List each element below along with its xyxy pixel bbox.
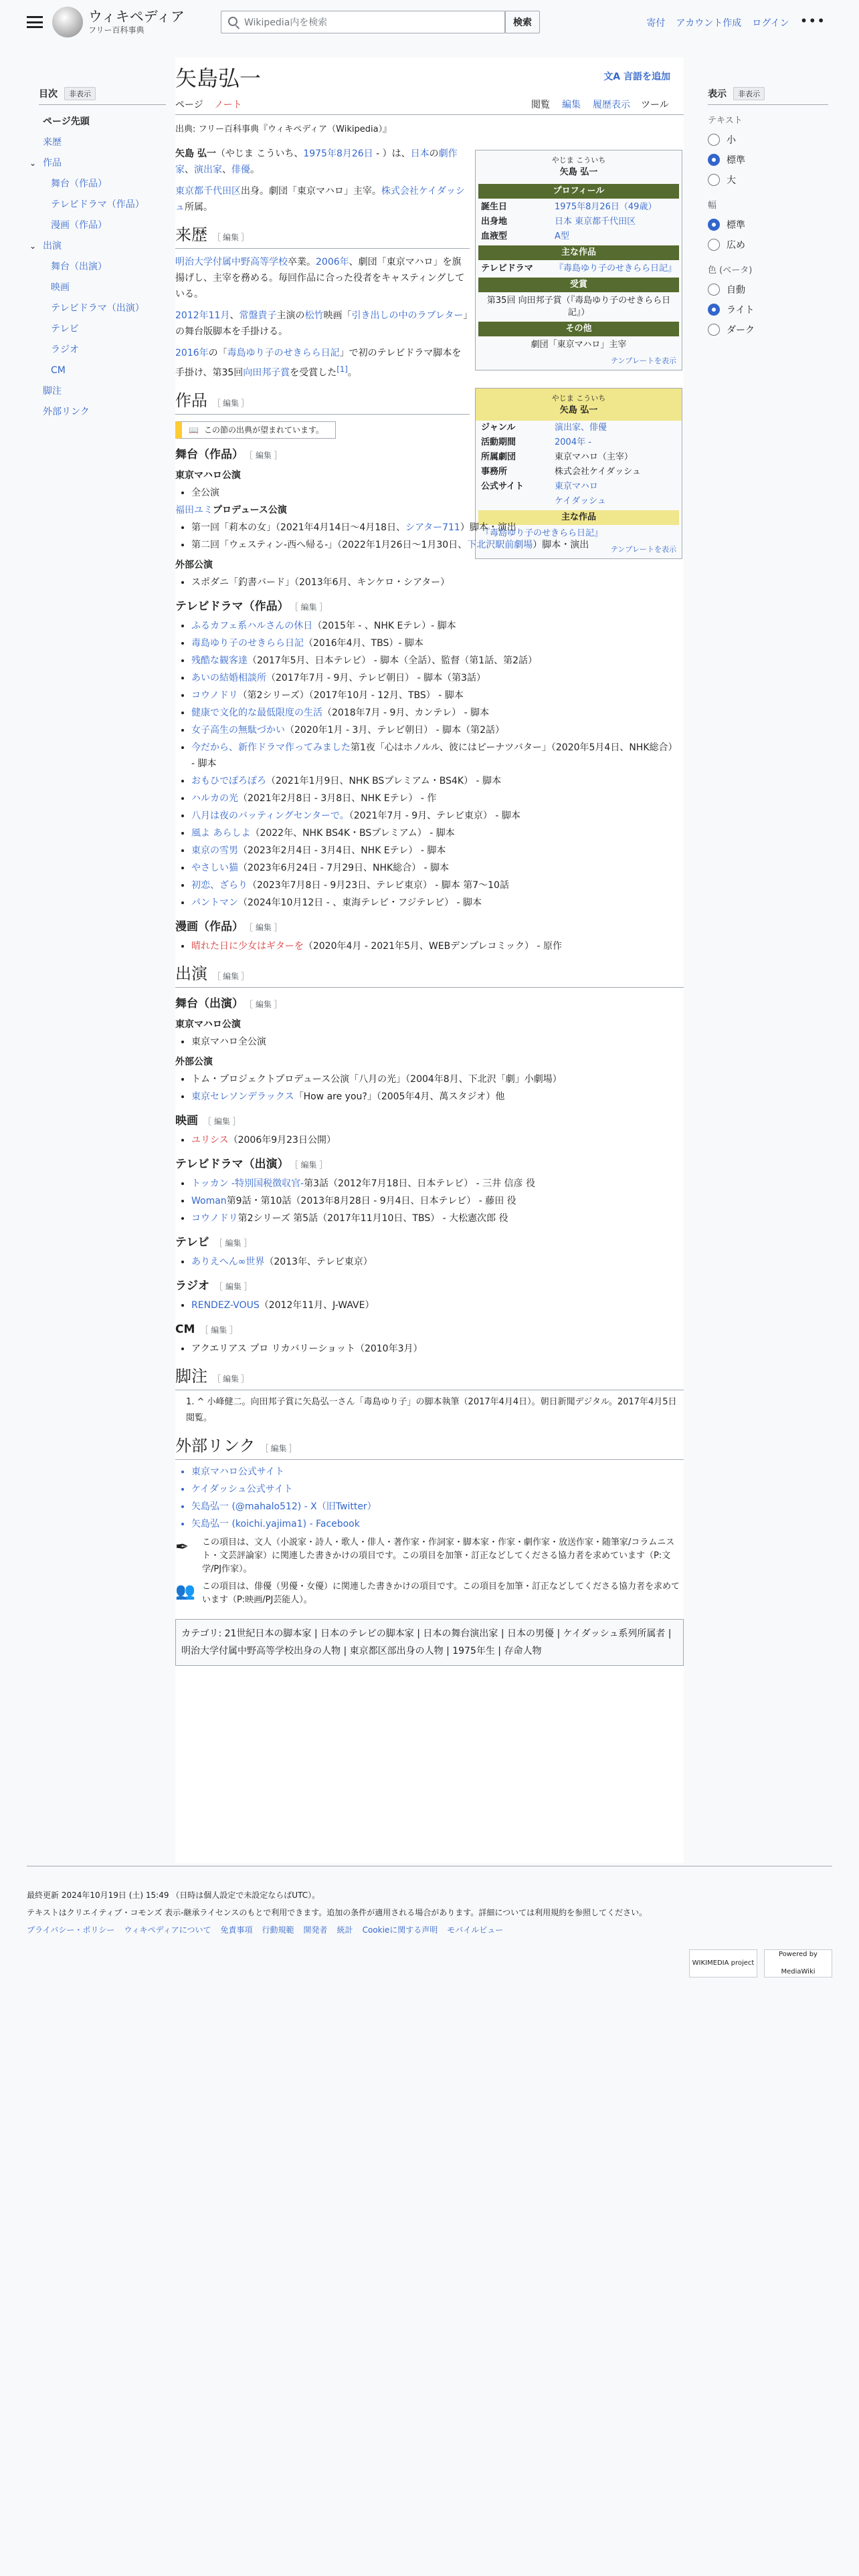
- site-sub: 出典: フリー百科事典『ウィキペディア（Wikipedia）』: [175, 124, 392, 134]
- radio-text-standard[interactable]: 標準: [708, 150, 828, 170]
- list-item: • 今だから、新作ドラマ作ってみました第1夜「心はホノルル、彼にはピーナツバター」（2020年5月4日、NHK総合） - 脚本: [191, 740, 684, 772]
- book-icon: 📖: [189, 425, 199, 435]
- list-item: • ふるカフェ系ハルさんの休日（2015年 - 、NHK Eテレ）- 脚本: [191, 618, 684, 634]
- stub-notice: 👥 この項目は、俳優（男優・女優）に関連した書きかけの項目です。この項目を加筆・訂正などしてくださる協力者を求めています（P:映画/PJ芸能人）。: [175, 1581, 680, 1605]
- user-tools: [646, 13, 826, 29]
- page-title: 矢島弘一: [175, 66, 262, 90]
- section-heading: 来歴 ［ 編集 ］: [175, 227, 470, 249]
- radio-width-standard[interactable]: 標準: [708, 215, 828, 235]
- list-item: • やさしい猫（2023年6月24日 - 7月29日、NHK総合） - 脚本: [191, 860, 684, 876]
- wordmark[interactable]: [88, 9, 185, 35]
- footer-link[interactable]: 免責事項: [220, 1925, 253, 1935]
- wikimedia-badge[interactable]: WIKIMEDIA project: [689, 1949, 757, 1977]
- search-input[interactable]: Wikipedia内を検索: [221, 11, 505, 33]
- reference-item: 1. ^ 小峰健二。向田邦子賞に矢島弘一さん「毒島ゆり子」の脚本執筆（2017年4月4日）。朝日新聞デジタル。2017年4月5日閲覧。: [186, 1396, 677, 1423]
- toc-hide-button[interactable]: 非表示: [64, 87, 96, 100]
- search-button[interactable]: 検索: [505, 11, 540, 33]
- radio-color-dark[interactable]: ダーク: [708, 320, 828, 340]
- tab-history[interactable]: 履歴表示: [593, 100, 630, 110]
- language-icon: 文A: [603, 72, 624, 82]
- category-links[interactable]: カテゴリ: 21世紀日本の脚本家 | 日本のテレビの脚本家 | 日本の舞台演出家 | 日本の男優 | ケイダッシュ系列所属者 | 明治大学付属中野高等学校出身の人物 | 東京都区部出身の人物 | 1975年生 | 存命人物: [175, 1619, 684, 1666]
- external-link[interactable]: • 矢島弘一 (koichi.yajima1) - Facebook: [191, 1516, 684, 1532]
- toc-item[interactable]: ⌄ 作品: [39, 153, 166, 174]
- list-item: • ハルカの光（2021年2月8日 - 3月8日、NHK Eテレ） - 作: [191, 790, 684, 807]
- search-icon: [228, 17, 237, 26]
- radio-color-light[interactable]: ライト: [708, 300, 828, 320]
- toc-item[interactable]: CM: [51, 365, 66, 376]
- toc-item[interactable]: 舞台（出演）: [51, 261, 107, 272]
- page-tabs: [175, 92, 684, 115]
- radio-color-auto[interactable]: 自動: [708, 280, 828, 300]
- toc-item[interactable]: 漫画（作品）: [51, 220, 107, 231]
- radio-text-large[interactable]: 大: [708, 170, 828, 190]
- list-item: • 残酷な観客達（2017年5月、日本テレビ） - 脚本（全話）、監督（第1話、第2話）: [191, 653, 684, 669]
- toc-item[interactable]: テレビ: [51, 324, 79, 334]
- login-link[interactable]: ログイン: [752, 18, 789, 29]
- template-link[interactable]: テンプレートを表示: [610, 545, 676, 554]
- brand-sub: フリー百科事典: [88, 25, 145, 35]
- footer-link[interactable]: 統計: [337, 1925, 353, 1935]
- footer-link[interactable]: モバイルビュー: [447, 1925, 504, 1935]
- brand: ウィキペディア: [88, 8, 185, 25]
- tab-tools[interactable]: ツール: [641, 100, 669, 110]
- list-item: • 女子高生の無駄づかい（2020年1月 - 3月、テレビ朝日） - 脚本（第2話）: [191, 722, 684, 738]
- footer-link[interactable]: ウィキペディアについて: [124, 1925, 211, 1935]
- toc-item[interactable]: ページ先頭: [43, 116, 90, 127]
- tab-edit[interactable]: 編集: [562, 100, 581, 110]
- section-heading: 脚注 ［ 編集 ］: [175, 1369, 684, 1390]
- external-link[interactable]: • 矢島弘一 (@mahalo512) - X（旧Twitter）: [191, 1499, 684, 1515]
- external-link[interactable]: • ケイダッシュ公式サイト: [191, 1481, 684, 1497]
- radio-width-wide[interactable]: 広め: [708, 235, 828, 255]
- section-heading: 作品 ［ 編集 ］: [175, 393, 470, 415]
- site-header: [0, 0, 859, 44]
- toc-item[interactable]: 脚注: [43, 386, 62, 397]
- list-item: • 健康で文化的な最低限度の生活（2018年7月 - 9月、カンテレ） - 脚本: [191, 705, 684, 721]
- create-account-link[interactable]: アカウント作成: [676, 18, 742, 29]
- tab-read[interactable]: 閲覧: [531, 100, 550, 110]
- table-of-contents: [29, 87, 166, 423]
- list-item: • 初恋、ざらり（2023年7月8日 - 9月23日、テレビ東京） - 脚本 第7〜10話: [191, 877, 684, 893]
- footer-link[interactable]: 開発者: [303, 1925, 328, 1935]
- wikipedia-logo-icon[interactable]: [52, 7, 83, 37]
- section-heading: 外部リンク ［ 編集 ］: [175, 1438, 684, 1460]
- list-item: • 風よ あらしよ（2022年、NHK BS4K・BSプレミアム） - 脚本: [191, 825, 684, 841]
- chevron-down-icon[interactable]: ⌄: [29, 241, 37, 251]
- toc-item[interactable]: テレビドラマ（出演）: [51, 303, 145, 314]
- list-item: • パントマン（2024年10月12日 - 、東海テレビ・フジテレビ） - 脚本: [191, 895, 684, 911]
- radio-text-small[interactable]: 小: [708, 130, 828, 150]
- footer-link[interactable]: 行動規範: [262, 1925, 294, 1935]
- infobox-artist: やじま こういち 矢島 弘一 ジャンル 演出家、俳優 活動期間 2004年 - 所属劇団 東京マハロ（主宰） 事務所 株式会社ケイダッシュ 公式サイト 東京マハロ ケイダッシュ 主な作品 『毒島ゆり子のせきらら日記』 テンプレートを表示: [475, 388, 682, 559]
- article: [175, 58, 684, 1863]
- article-body: 矢島 弘一（やじま こういち、1975年8月26日 - ）は、日本の劇作家、演出家、俳優。 東京都千代田区出身。劇団「東京マハロ」主宰。株式会社ケイダッシュ所属。 来歴 ［ 編集 ］ 明治大学付属中野高等学校卒業。2006年、劇団「東京マハロ」を旗揚げし、主宰を務める。毎回作品に合った役者をキャスティングしている。 2012年11月、常盤貴子主演の松竹映画「引き出しの中のラブレター」の舞台版脚本を手掛ける。 2016年の「毒島ゆり子のせきらら日記」で初のテレビドラマ脚本を手掛け、第35回向田邦子賞を受賞した[1]。 作品 ［ 編集 ］ 📖 この節の出典が望まれています。 舞台（作品） ［ 編集 ］ 東京マハロ公演 • 全公演 福田ユミプロデュース公演 • 第一回「莉本の女」（2021年4月14日〜4月18日、シアター711）脚本・演出 • 第二回「ウェスティン-西へ帰る-」（2022年1月26日〜1月30日、下北沢駅前劇場）脚本・演出 外部公演 • スポダニ「釣書バード」（2013年6月、キンケロ・シアター） テレビドラマ（作品） ［ 編集 ］ • ふるカフェ系ハルさんの休日（2015年 - 、NHK Eテレ）- 脚本 • 毒島ゆり子のせきらら日記（2016年4月、TBS）- 脚本 • 残酷な観客達（2017年5月、日本テレビ） - 脚本（全話）、監督（第1話、第2話） • あいの結婚相談所（2017年7月 - 9月、テレビ朝日） - 脚本（第3話） • コウノドリ（第2シリーズ）（2017年10月 - 12月、TBS） - 脚本 • 健康で文化的な最低限度の生活（2018年7月 - 9月、カンテレ） - 脚本 • 女子高生の無駄づかい（2020年1月 - 3月、テレビ朝日） - 脚本（第2話） • 今だから、新作ドラマ作ってみました第1夜「心はホノルル、彼にはピーナツバター」（2020年5月4日、NHK総合） - 脚本 • おもひでぽろぽろ（2021年1月9日、NHK BSプレミアム・BS4K） - 脚本 • ハルカの光（2021年2月8日 - 3月8日、NHK Eテレ） - 作 • 八月は夜のバッティングセンターで。（2021年7月 - 9月、テレビ東京） - 脚本 • 風よ あらしよ（2022年、NHK BS4K・BSプレミアム） - 脚本 • 東京の雪男（2023年2月4日 - 3月4日、NHK Eテレ） - 脚本 • やさしい猫（2023年6月24日 - 7月29日、NHK総合） - 脚本 • 初恋、ざらり（2023年7月8日 - 9月23日、テレビ東京） - 脚本 第7〜10話 • パントマン（2024年10月12日 - 、東海テレビ・フジテレビ） - 脚本 漫画（作品） ［ 編集 ］ • 晴れた日に少女はギターを（2020年4月 - 2021年5月、WEBデンプレコミック） - 原作 出演 ［ 編集 ］ 舞台（出演） ［ 編集 ］ 東京マハロ公演 • 東京マハロ全公演 外部公演 • トム・プロジェクトプロデュース公演「八月の光」（2004年8月、下北沢「劇」小劇場） • 東京セレソンデラックス「How are you?」（2005年4月、萬スタジオ）他 映画 ［ 編集 ］ • ユリシス（2006年9月23日公開） テレビドラマ（出演） ［ 編集 ］ • トッカン -特別国税徴収官-第3話（2012年7月18日、日本テレビ） - 三井 信彦 役 • Woman第9話・第10話（2013年8月28日 - 9月4日、日本テレビ） - 藤田 役 • コウノドリ第2シリーズ 第5話（2017年11月10日、TBS） - 大松憲次郎 役 テレビ ［ 編集 ］ • ありえへん∞世界（2013年、テレビ東京） ラジオ ［ 編集 ］ • RENDEZ-VOUS（2012年11月、J-WAVE） CM ［ 編集 ］ • アクエリアス プロ リカバリーショット（2010年3月） 脚注 ［ 編集 ］ 1. ^ 小峰健二。向田邦子賞に矢島弘一さん「毒島ゆり子」の脚本執筆（2017年4月4日）。朝日新聞デジタル。2017年4月5日閲覧。 外部リンク ［ 編集 ］ • 東京マハロ公式サイト • ケイダッシュ公式サイト • 矢島弘一 (@mahalo512) - X（旧Twitter） • 矢島弘一 (koichi.yajima1) - Facebook ✒ この項目は、文人（小説家・詩人・歌人・俳人・著作家・作詞家・脚本家・作家・劇作家・放送作家・随筆家/コラムニスト・文芸評論家）に関連した書きかけの項目です。この項目を加筆・訂正などしてくださる協力者を求めています（P:文学/PJ作家）。 👥 この項目は、俳優（男優・女優）に関連した書きかけの項目です。この項目を加筆・訂正などしてくださる協力者を求めています（P:映画/PJ芸能人）。 カテゴリ: 21世紀日本の脚本家 | 日本のテレビの脚本家 | 日本の舞台演出家 | 日本の男優 | ケイダッシュ系列所属者 | 明治大学付属中野高等学校出身の人物 | 東京都区部出身の人物 | 1975年生 | 存命人物: [175, 140, 684, 1666]
- toc-item[interactable]: ⌄ 出演: [39, 236, 166, 257]
- infobox-profile: やじま こういち 矢島 弘一 プロフィール 誕生日 1975年8月26日（49歳） 出身地 日本 東京都千代田区 血液型 A型 主な作品 テレビドラマ 『毒島ゆり子のせきらら日記』 受賞 第35回 向田邦子賞（『毒島ゆり子のせきらら日記』） その他 劇団「東京マハロ」主宰 テンプレートを表示: [475, 150, 682, 370]
- toc-item[interactable]: 来歴: [43, 137, 62, 148]
- panel-hide-button[interactable]: 非表示: [733, 87, 765, 100]
- footer: 最終更新 2024年10月19日 (土) 15:49 （日時は個人設定で未設定ならばUTC）。 テキストはクリエイティブ・コモンズ 表示-継承ライセンスのもとで利用できます。追加の条件が適用される場合があります。詳細については利用規約を参照してください。 プライバシー・ポリシー ウィキペディアについて 免責事項 行動規範 開発者 統計 Cookieに関する声明 モバイルビュー WIKIMEDIA project Powered by MediaWiki: [27, 1866, 832, 1939]
- list-item: • あいの結婚相談所（2017年7月 - 9月、テレビ朝日） - 脚本（第3話）: [191, 670, 684, 686]
- toc-item[interactable]: 舞台（作品）: [51, 179, 107, 189]
- stub-notice: ✒ この項目は、文人（小説家・詩人・歌人・俳人・著作家・作詞家・脚本家・作家・劇作家・放送作家・随筆家/コラムニスト・文芸評論家）に関連した書きかけの項目です。この項目を加筆・訂正などしてくださる協力者を求めています（P:文学/PJ作家）。: [175, 1537, 675, 1574]
- toc-item[interactable]: 映画: [51, 282, 70, 293]
- toc-item[interactable]: テレビドラマ（作品）: [51, 199, 145, 210]
- more-options-icon[interactable]: •••: [799, 13, 826, 29]
- section-heading: 出演 ［ 編集 ］: [175, 966, 684, 988]
- external-link[interactable]: • 東京マハロ公式サイト: [191, 1464, 684, 1480]
- list-item: • 東京の雪男（2023年2月4日 - 3月4日、NHK Eテレ） - 脚本: [191, 843, 684, 859]
- mediawiki-badge[interactable]: Powered by MediaWiki: [764, 1949, 832, 1977]
- toc-title: 目次: [39, 89, 58, 100]
- list-item: • おもひでぽろぽろ（2021年1月9日、NHK BSプレミアム・BS4K） - 脚本: [191, 773, 684, 789]
- list-item: • 毒島ゆり子のせきらら日記（2016年4月、TBS）- 脚本: [191, 635, 684, 651]
- add-language-button[interactable]: 文A 言語を追加: [603, 72, 670, 82]
- donate-link[interactable]: 寄付: [646, 18, 666, 29]
- appearance-panel: 表示 非表示 テキスト 小 標準 大 幅 標準 広め 色 (ベータ) 自動 ライト ダーク: [708, 87, 828, 340]
- toc-item[interactable]: 外部リンク: [43, 407, 90, 417]
- main-menu-icon[interactable]: [27, 16, 43, 28]
- footer-link[interactable]: Cookieに関する声明: [362, 1925, 438, 1935]
- tab-talk[interactable]: ノート: [214, 100, 242, 110]
- toc-item[interactable]: ラジオ: [51, 344, 79, 355]
- chevron-down-icon[interactable]: ⌄: [29, 158, 37, 168]
- actor-icon: 👥: [175, 1581, 195, 1600]
- pen-icon: ✒: [175, 1537, 189, 1556]
- list-item: • コウノドリ（第2シリーズ）（2017年10月 - 12月、TBS） - 脚本: [191, 687, 684, 704]
- list-item: • 八月は夜のバッティングセンターで。（2021年7月 - 9月、テレビ東京） - 脚本: [191, 808, 684, 824]
- footer-link[interactable]: プライバシー・ポリシー: [27, 1925, 115, 1935]
- template-link[interactable]: テンプレートを表示: [610, 356, 676, 365]
- tab-page[interactable]: ページ: [175, 100, 203, 110]
- citation-notice: 📖 この節の出典が望まれています。: [175, 421, 336, 439]
